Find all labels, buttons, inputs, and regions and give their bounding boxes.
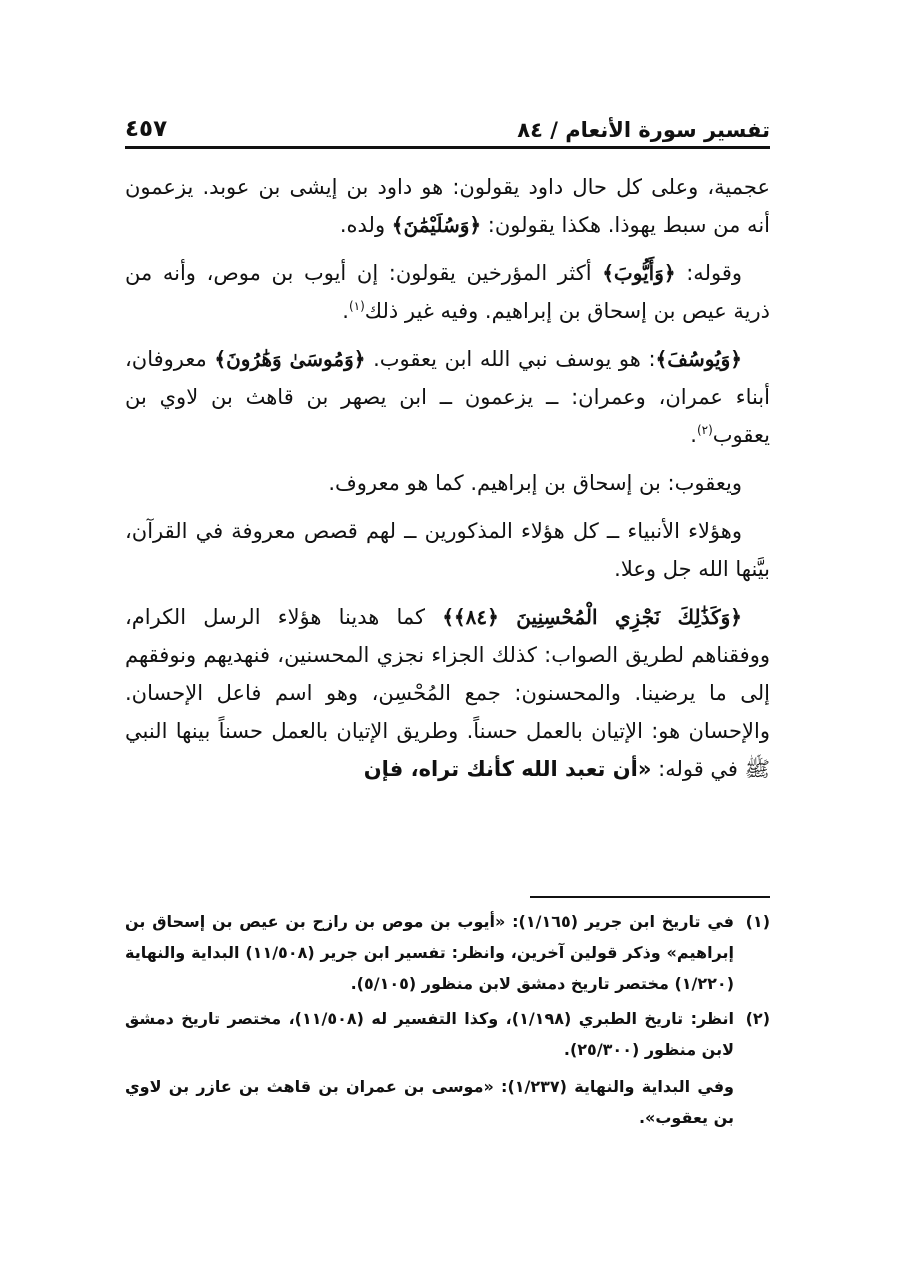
text-run: وقوله: — [675, 261, 742, 285]
footnote-divider — [530, 896, 770, 898]
text-run: كما هدينا هؤلاء الرسل الكرام، ووفقناهم لطريق الصواب: كذلك الجزاء نجزي المحسنين، فنهديهم ونوفقهم إلى ما يرضينا. والمحسنون: جمع المُحْسِن، وهو اسم فاعل الإحسان. والإحسان هو: الإتيان بالعمل حسناً. وطريق الإتيان بالعمل حسناً بينها النبي ﷺ في قوله: — [125, 605, 770, 781]
quran-quote: ﴿وَأَيُّوبَ﴾ — [602, 261, 676, 285]
paragraph-2 — [125, 254, 770, 330]
text-run: : هو يوسف نبي الله ابن يعقوب. — [365, 347, 656, 371]
footnote-2-continuation: وفي البداية والنهاية (١/٢٣٧): «موسى بن عمران بن قاهث بن عازر بن لاوي بن يعقوب». — [125, 1077, 734, 1127]
quran-quote: ﴿وَسُلَيْمَٰنَ﴾ — [391, 213, 482, 237]
paragraph-5: وهؤلاء الأنبياء ــ كل هؤلاء المذكورين ــ لهم قصص معروفة في القرآن، بيَّنها الله جل وعلا. — [125, 519, 770, 581]
footnotes — [125, 906, 770, 1133]
footnote-number: (٢) — [745, 1009, 770, 1028]
hadith-quote: «أن تعبد الله كأنك تراه، فإن — [363, 757, 652, 781]
text-run: . — [342, 299, 349, 323]
footnote-text: في تاريخ ابن جرير (١/١٦٥): «أيوب بن موص بن رازح بن عيص بن إسحاق بن إبراهيم» وذكر قولين آخرين، وانظر: تفسير ابن جرير (١١/٥٠٨) البداية والنهاية (١/٢٢٠) مختصر تاريخ دمشق لابن منظور (٥/١٠٥). — [125, 912, 734, 993]
paragraph-1 — [125, 168, 770, 244]
page-header — [125, 102, 770, 149]
text-run: عجمية، وعلى كل حال داود يقولون: هو داود بن إيشى بن عوبد. يزعمون أنه من سبط يهوذا. هكذا يقولون: — [125, 175, 770, 237]
quran-quote: ﴿وَكَذَٰلِكَ نَجْزِي الْمُحْسِنِينَ ﴿٨٤﴾﴾ — [442, 605, 742, 629]
text-run: . — [690, 423, 697, 447]
paragraph-3 — [125, 340, 770, 454]
text-run: معروفان، أبناء عمران، وعمران: ــ يزعمون ــ ابن يصهر بن قاهث بن لاوي بن يعقوب — [125, 347, 770, 447]
footnote-2 — [125, 1003, 770, 1065]
footnote-text: انظر: تاريخ الطبري (١/١٩٨)، وكذا التفسير له (١١/٥٠٨)، مختصر تاريخ دمشق لابن منظور (٢٥/٣٠٠). — [125, 1009, 734, 1059]
quran-quote: ﴿وَمُوسَىٰ وَهَٰرُونَ﴾ — [214, 347, 366, 371]
footnote-number: (١) — [745, 912, 770, 931]
page-number: ٤٥٧ — [125, 116, 168, 142]
quran-quote: ﴿وَيُوسُفَ﴾ — [655, 347, 742, 371]
paragraph-4: ويعقوب: بن إسحاق بن إبراهيم. كما هو معروف. — [328, 471, 742, 495]
running-title: تفسير سورة الأنعام / ٨٤ — [517, 118, 770, 142]
footnote-1 — [125, 906, 770, 999]
text-run: ولده. — [339, 213, 392, 237]
footnote-ref: (١) — [348, 299, 365, 313]
footnote-ref: (٢) — [696, 423, 713, 437]
main-text — [125, 168, 770, 788]
text-run: أكثر المؤرخين يقولون: إن أيوب بن موص، وأنه من ذرية عيص بن إسحاق بن إبراهيم. وفيه غير ذلك — [125, 261, 770, 323]
paragraph-6 — [125, 598, 770, 788]
